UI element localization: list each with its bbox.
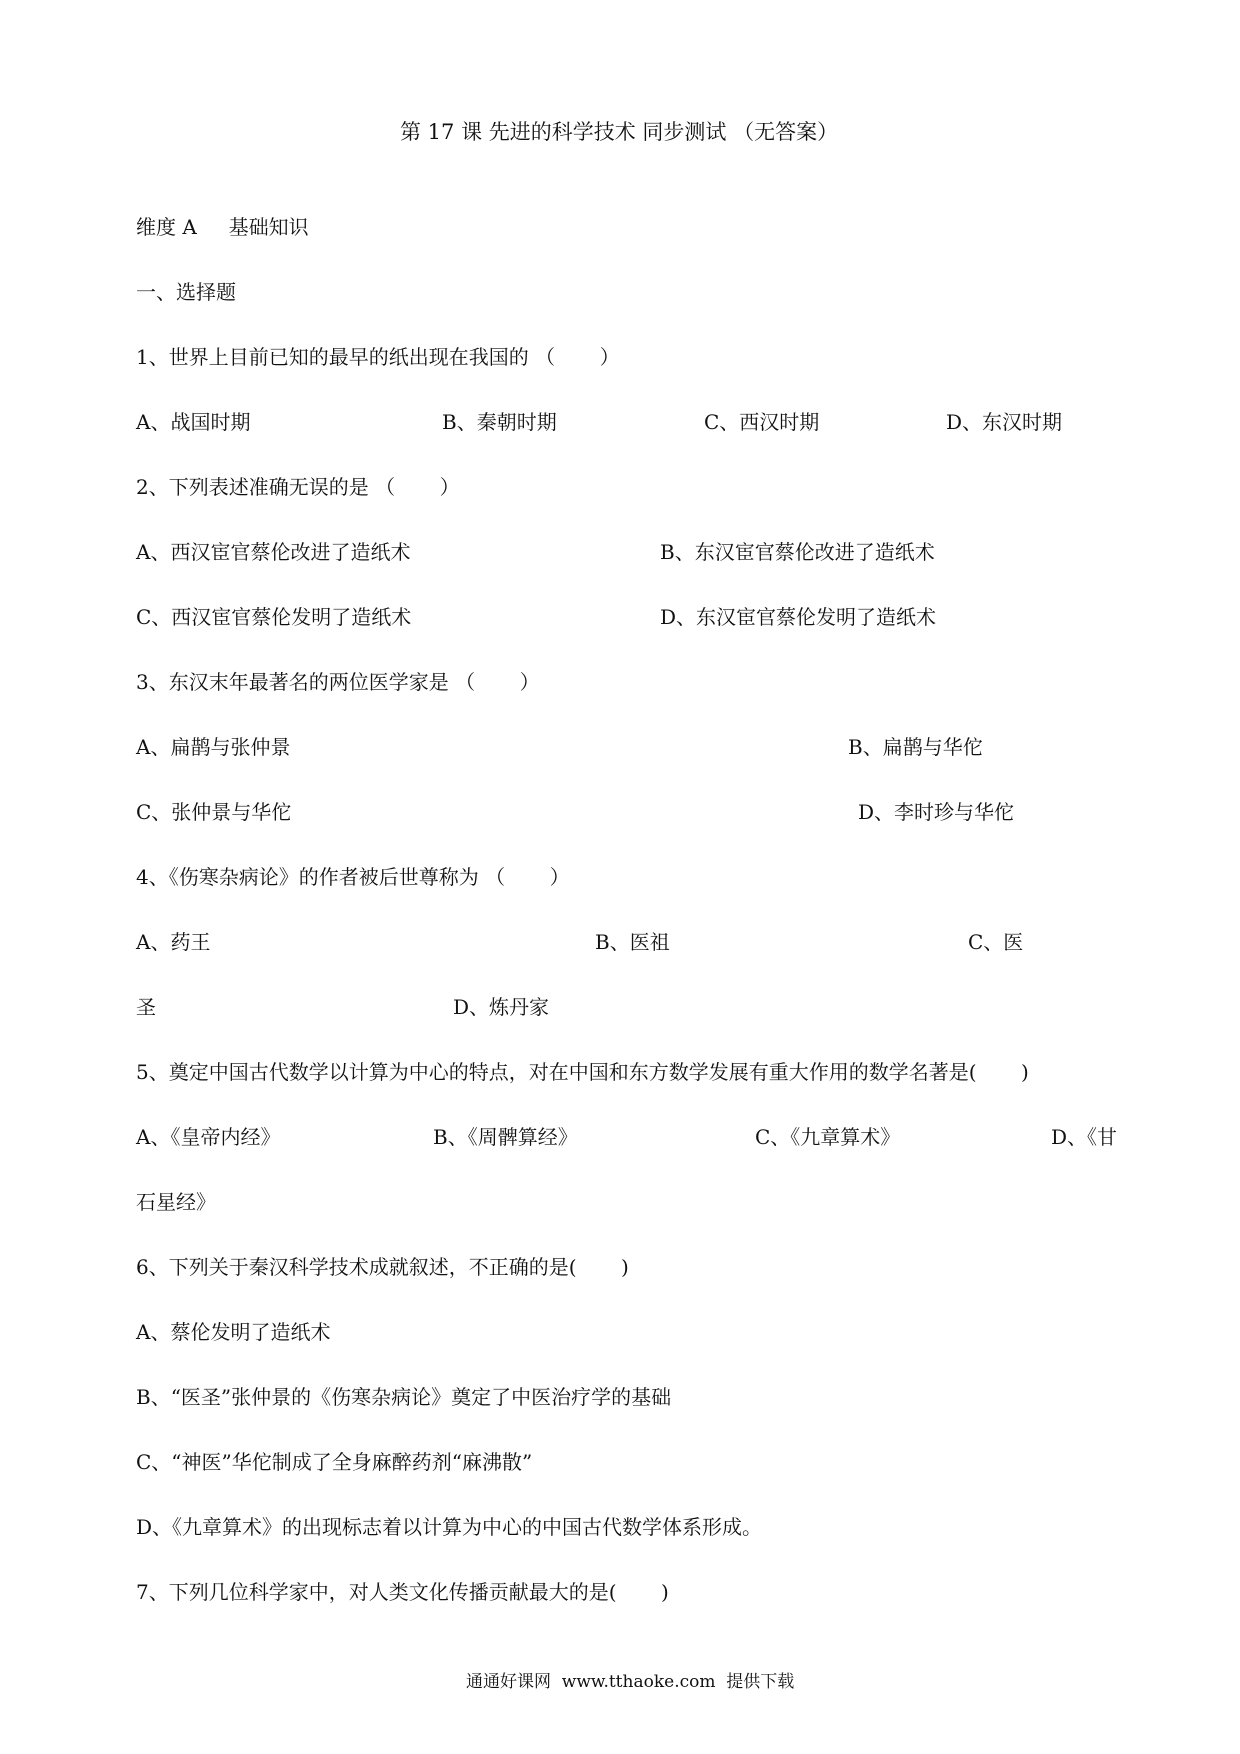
section-heading: 维度 A 基础知识 bbox=[136, 215, 309, 239]
page-footer: 通通好课网 www.tthaoke.com 提供下载 bbox=[466, 1672, 795, 1692]
q2-option-c: C、西汉宦官蔡伦发明了造纸术 bbox=[136, 605, 412, 629]
q1-option-c: C、西汉时期 bbox=[704, 410, 820, 434]
q5-option-b: B、《周髀算经》 bbox=[433, 1125, 578, 1149]
q2-option-b: B、东汉宦官蔡伦改进了造纸术 bbox=[660, 540, 935, 564]
part-heading: 一、选择题 bbox=[136, 280, 236, 304]
q3-option-b: B、扁鹊与华佗 bbox=[848, 735, 983, 759]
question-2: 2、下列表述准确无误的是 （ ） bbox=[136, 475, 460, 499]
q2-option-a: A、西汉宦官蔡伦改进了造纸术 bbox=[136, 540, 411, 564]
question-5: 5、奠定中国古代数学以计算为中心的特点，对在中国和东方数学发展有重大作用的数学名著是( ) bbox=[136, 1060, 1029, 1084]
question-7: 7、下列几位科学家中，对人类文化传播贡献最大的是( ) bbox=[136, 1580, 669, 1604]
page-title: 第 17 课 先进的科学技术 同步测试 （无答案） bbox=[400, 120, 839, 144]
q5-option-c: C、《九章算术》 bbox=[755, 1125, 901, 1149]
q1-option-d: D、东汉时期 bbox=[946, 410, 1063, 434]
q6-option-d: D、《九章算术》的出现标志着以计算为中心的中国古代数学体系形成。 bbox=[136, 1515, 763, 1539]
q6-option-b: B、“医圣”张仲景的《伤寒杂病论》奠定了中医治疗学的基础 bbox=[136, 1385, 672, 1409]
q2-option-d: D、东汉宦官蔡伦发明了造纸术 bbox=[660, 605, 937, 629]
q6-option-a: A、蔡伦发明了造纸术 bbox=[136, 1320, 331, 1344]
q5-option-d-wrap: 石星经》 bbox=[136, 1190, 216, 1214]
q1-option-b: B、秦朝时期 bbox=[442, 410, 557, 434]
q5-option-a: A、《皇帝内经》 bbox=[136, 1125, 281, 1149]
q6-option-c: C、“神医”华佗制成了全身麻醉药剂“麻沸散” bbox=[136, 1450, 533, 1474]
q4-option-c: C、医 bbox=[968, 930, 1024, 954]
question-4: 4、《伤寒杂病论》的作者被后世尊称为 （ ） bbox=[136, 865, 570, 889]
q1-option-a: A、战国时期 bbox=[136, 410, 251, 434]
q5-option-d: D、《甘 bbox=[1051, 1125, 1118, 1149]
question-1: 1、世界上目前已知的最早的纸出现在我国的 （ ） bbox=[136, 345, 620, 369]
q4-option-c-wrap: 圣 bbox=[136, 995, 156, 1019]
q4-option-a: A、药王 bbox=[136, 930, 211, 954]
q3-option-d: D、李时珍与华佗 bbox=[858, 800, 1015, 824]
q3-option-a: A、扁鹊与张仲景 bbox=[136, 735, 291, 759]
q4-option-b: B、医祖 bbox=[595, 930, 670, 954]
q3-option-c: C、张仲景与华佗 bbox=[136, 800, 292, 824]
question-6: 6、下列关于秦汉科学技术成就叙述，不正确的是( ) bbox=[136, 1255, 629, 1279]
question-3: 3、东汉末年最著名的两位医学家是 （ ） bbox=[136, 670, 540, 694]
q4-option-d: D、炼丹家 bbox=[453, 995, 550, 1019]
